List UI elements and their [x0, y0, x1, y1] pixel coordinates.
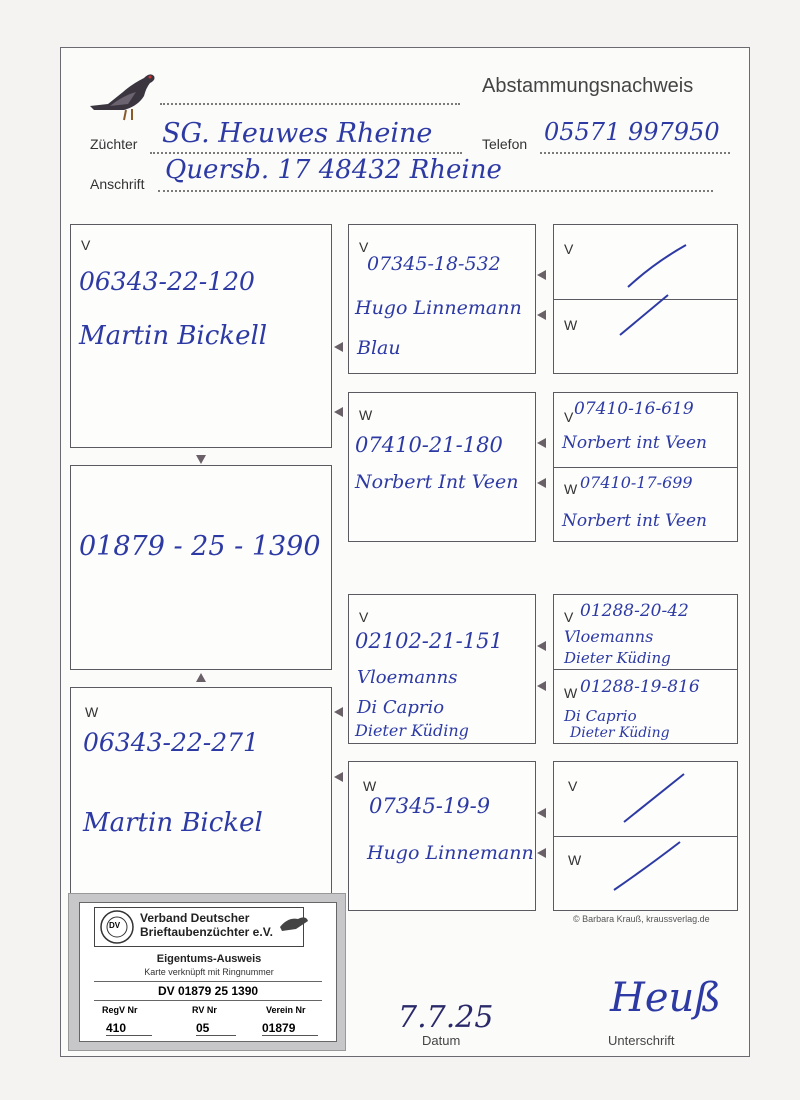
zuechter-line [150, 152, 462, 154]
father-ring: 06343-22-120 [79, 267, 255, 296]
arrow-father-to-pigeon [196, 455, 206, 464]
mf-box [348, 594, 536, 744]
gg-box-4 [553, 761, 738, 911]
org-line-1: Verband Deutscher [140, 911, 250, 925]
fmm-owner: Norbert int Veen [562, 511, 707, 531]
arrow-gg2b [537, 478, 546, 488]
unterschrift-label: Unterschrift [608, 1033, 675, 1048]
fm-box [348, 392, 536, 542]
mf-owner3: Dieter Küding [355, 721, 469, 740]
anschrift-line [158, 190, 713, 192]
gg-box-1 [553, 224, 738, 374]
fmf-sex: V [564, 409, 574, 425]
mother-owner: Martin Bickel [83, 808, 263, 838]
mf-sex: V [359, 609, 369, 625]
ff-box [348, 224, 536, 374]
datum-label: Datum [422, 1033, 461, 1048]
arrow-mm-to-mother [334, 772, 343, 782]
ffm-sex: W [564, 317, 578, 333]
ff-owner: Hugo Linnemann [355, 297, 522, 319]
fm-ring: 07410-21-180 [355, 433, 503, 457]
arrow-gg2a [537, 438, 546, 448]
mfm-sex: W [564, 685, 578, 701]
mmf-sex: V [568, 778, 578, 794]
mm-ring: 07345-19-9 [369, 794, 491, 818]
arrow-gg3b [537, 681, 546, 691]
verein-label: Verein Nr [266, 1005, 306, 1015]
ff-sex: V [359, 239, 369, 255]
mff-owner2: Dieter Küding [564, 649, 671, 667]
verband-logo-text: DV [109, 921, 121, 930]
mf-owner2: Di Caprio [357, 697, 445, 718]
fmm-ring: 07410-17-699 [580, 473, 693, 492]
fmf-ring: 07410-16-619 [574, 399, 694, 419]
verein-value: 01879 [262, 1021, 318, 1036]
mf-owner1: Vloemanns [357, 667, 458, 688]
mff-owner1: Vloemanns [564, 627, 654, 646]
header-dotted-line [160, 103, 460, 105]
anschrift-value: Quersb. 17 48432 Rheine [165, 155, 502, 185]
arrow-gg1a [537, 270, 546, 280]
card-ring-number: DV 01879 25 1390 [94, 981, 322, 1001]
fm-sex: W [359, 407, 373, 423]
regv-value: 410 [106, 1021, 152, 1036]
anschrift-label: Anschrift [90, 176, 145, 192]
arrow-ff-to-father [334, 342, 343, 352]
mff-ring: 01288-20-42 [580, 601, 689, 621]
arrow-mf-to-mother [334, 707, 343, 717]
telefon-line [540, 152, 730, 154]
fm-owner: Norbert Int Veen [355, 471, 519, 493]
mm-owner: Hugo Linnemann [367, 842, 534, 864]
rv-label: RV Nr [192, 1005, 217, 1015]
pigeon-box [70, 465, 332, 670]
pigeon-ring: 01879 - 25 - 1390 [79, 531, 321, 562]
gg-box-3 [553, 594, 738, 744]
pigeon-emblem-icon [278, 913, 310, 935]
mother-sex: W [85, 704, 99, 720]
mf-ring: 02102-21-151 [355, 629, 503, 653]
card-subtitle: Karte verknüpft mit Ringnummer [144, 967, 274, 977]
mmm-sex: W [568, 852, 582, 868]
org-line-2: Brieftaubenzüchter e.V. [140, 925, 273, 939]
page-title: Abstammungsnachweis [482, 75, 694, 97]
rv-value: 05 [196, 1021, 236, 1036]
mm-sex: W [363, 778, 377, 794]
arrow-gg3a [537, 641, 546, 651]
fff-sex: V [564, 241, 574, 257]
zuechter-label: Züchter [90, 136, 138, 152]
arrow-fm-to-father [334, 407, 343, 417]
father-owner: Martin Bickell [79, 321, 268, 351]
gg-box-2 [553, 392, 738, 542]
copyright-note: © Barbara Krauß, kraussverlag.de [573, 914, 710, 924]
mmm-strike-icon [610, 834, 688, 896]
ownership-card [68, 893, 346, 1051]
arrow-mother-to-pigeon [196, 673, 206, 682]
fmf-owner: Norbert int Veen [562, 433, 707, 453]
mother-box [70, 687, 332, 897]
fff-strike-icon [624, 239, 694, 293]
mfm-ring: 01288-19-816 [580, 677, 700, 697]
arrow-gg1b [537, 310, 546, 320]
mmf-strike-icon [620, 768, 692, 828]
datum-value: 7.7.25 [398, 1000, 494, 1035]
ff-ring: 07345-18-532 [367, 253, 501, 275]
signature: Heuß [610, 975, 722, 1021]
arrow-gg4a [537, 808, 546, 818]
telefon-label: Telefon [482, 136, 528, 152]
card-title: Eigentums-Ausweis [156, 953, 262, 965]
telefon-value: 05571 997950 [544, 118, 720, 146]
fmm-sex: W [564, 481, 578, 497]
mfm-owner2: Dieter Küding [570, 725, 670, 741]
father-sex: V [81, 237, 91, 253]
ff-note: Blau [357, 337, 401, 359]
mff-sex: V [564, 609, 574, 625]
father-box [70, 224, 332, 448]
mm-box [348, 761, 536, 911]
regv-label: RegV Nr [102, 1005, 138, 1015]
ownership-card-inner [79, 902, 337, 1042]
mother-ring: 06343-22-271 [83, 728, 259, 757]
arrow-gg4b [537, 848, 546, 858]
zuechter-value: SG. Heuwes Rheine [162, 118, 433, 149]
ffm-strike-icon [616, 289, 678, 339]
mfm-owner1: Di Caprio [564, 707, 637, 725]
pigeon-logo-icon [88, 66, 158, 126]
